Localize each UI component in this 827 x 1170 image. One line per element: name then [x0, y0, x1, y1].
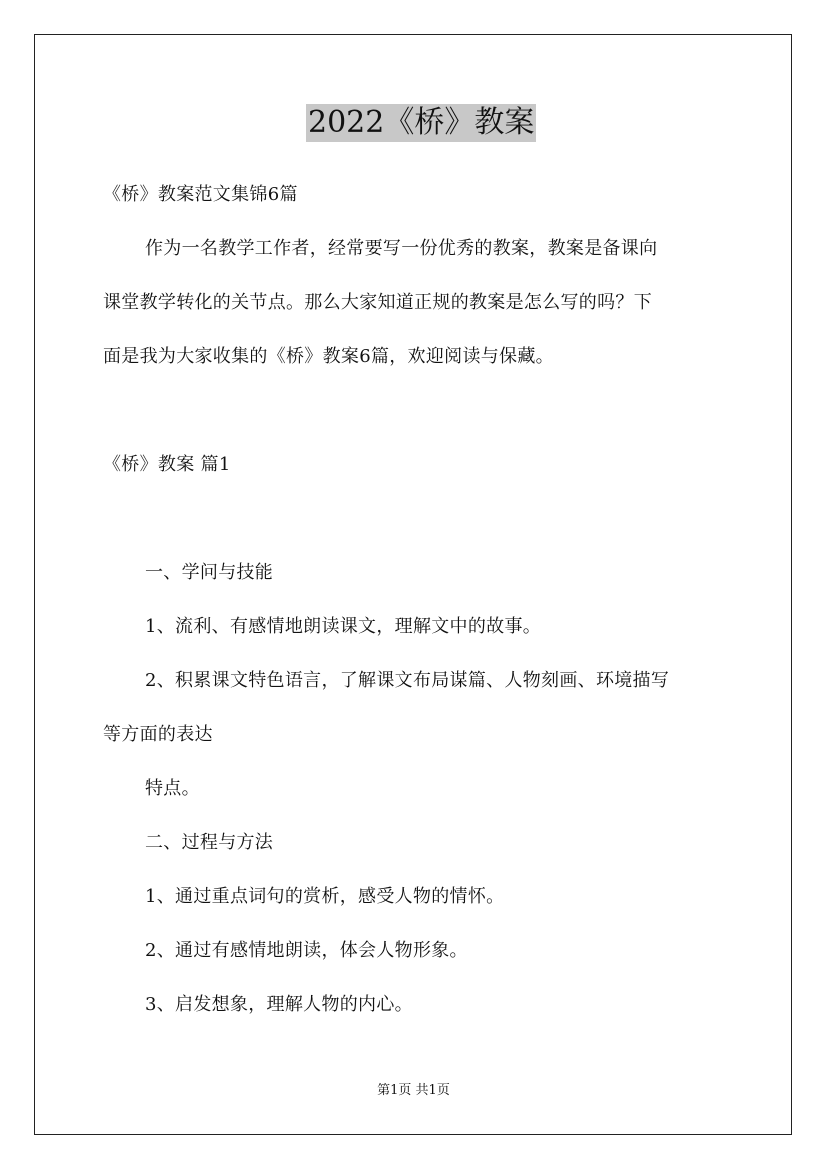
part1-heading: 一、学问与技能: [145, 562, 274, 583]
intro-line-3: 面是我为大家收集的《桥》教案6篇，欢迎阅读与保藏。: [103, 346, 554, 367]
list-item-continuation: 特点。: [145, 778, 200, 799]
list-item: 2、积累课文特色语言，了解课文布局谋篇、人物刻画、环境描写: [145, 670, 670, 691]
document-title: 2022《桥》教案: [308, 105, 535, 140]
document-subtitle: 《桥》教案范文集锦6篇: [103, 184, 298, 205]
page-footer: 第1页 共1页: [377, 1083, 450, 1098]
list-item: 3、启发想象，理解人物的内心。: [145, 994, 413, 1015]
list-item: 2、通过有感情地朗读，体会人物形象。: [145, 940, 468, 961]
intro-line-1: 作为一名教学工作者，经常要写一份优秀的教案，教案是备课向: [145, 238, 658, 259]
list-item: 1、通过重点词句的赏析，感受人物的情怀。: [145, 886, 505, 907]
list-item-continuation: 等方面的表达: [103, 724, 213, 745]
section-heading: 《桥》教案 篇1: [103, 454, 231, 475]
part2-heading: 二、过程与方法: [145, 832, 274, 853]
intro-line-2: 课堂教学转化的关节点。那么大家知道正规的教案是怎么写的吗？下: [103, 292, 652, 313]
list-item: 1、流利、有感情地朗读课文，理解文中的故事。: [145, 616, 542, 637]
